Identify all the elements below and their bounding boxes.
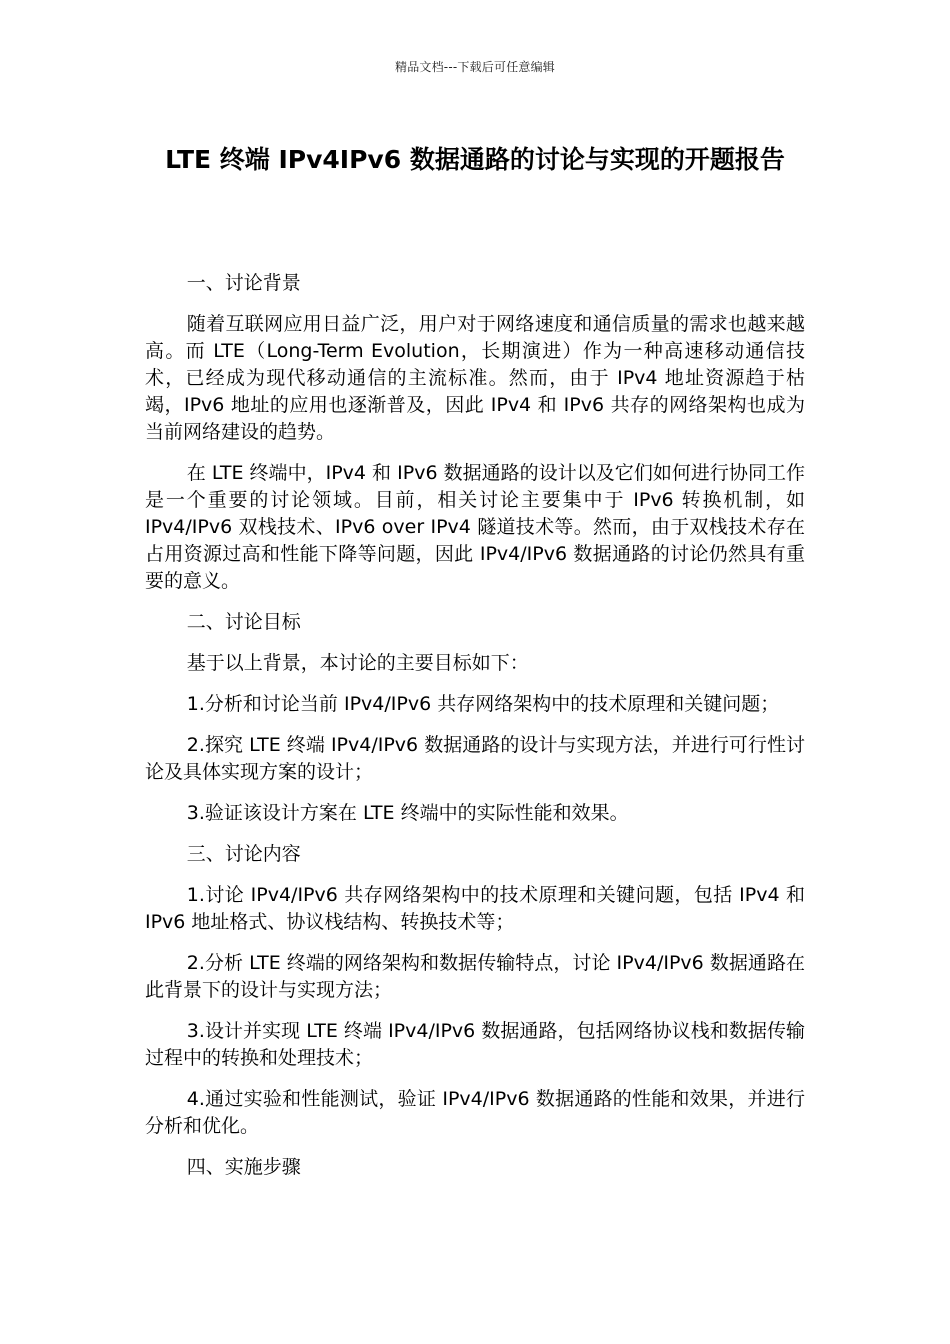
list-item: 3.验证该设计方案在 LTE 终端中的实际性能和效果。	[186, 802, 629, 824]
paragraph: 在 LTE 终端中，IPv4 和 IPv6 数据通路的设计以及它们如何进行协同工作是一个重要的讨论领域。目前，相关讨论主要集中于 IPv6 转换机制，如 IPv4/IPv6 双栈技术、IPv6 over IPv4 隧道技术等。然而，由于双栈技术存在占用资源过高和性能下降等问题，因此 IPv4/IPv6 数据通路的讨论仍然具有重要的意义。	[145, 462, 805, 592]
section-heading-goals: 二、讨论目标	[186, 611, 301, 633]
paragraph: 基于以上背景，本讨论的主要目标如下：	[186, 652, 529, 674]
section-heading-steps: 四、实施步骤	[186, 1156, 301, 1178]
list-item: 1.分析和讨论当前 IPv4/IPv6 共存网络架构中的技术原理和关键问题；	[186, 693, 780, 715]
header-note: 精品文档---下载后可任意编辑	[395, 60, 555, 74]
list-item: 1.讨论 IPv4/IPv6 共存网络架构中的技术原理和关键问题，包括 IPv4 和 IPv6 地址格式、协议栈结构、转换技术等；	[145, 884, 805, 933]
paragraph: 随着互联网应用日益广泛，用户对于网络速度和通信质量的需求也越来越高。而 LTE（Long-Term Evolution，长期演进）作为一种高速移动通信技术，已经成为现代移动通信的主流标准。然而，由于 IPv4 地址资源趋于枯竭，IPv6 地址的应用也逐渐普及，因此 IPv4 和 IPv6 共存的网络架构也成为当前网络建设的趋势。	[145, 313, 805, 443]
document-body	[145, 270, 805, 1195]
document-title: LTE 终端 IPv4IPv6 数据通路的讨论与实现的开题报告	[165, 145, 785, 174]
list-item: 3.设计并实现 LTE 终端 IPv4/IPv6 数据通路，包括网络协议栈和数据传输过程中的转换和处理技术；	[145, 1020, 805, 1069]
section-heading-background: 一、讨论背景	[186, 272, 301, 294]
list-item: 2.分析 LTE 终端的网络架构和数据传输特点，讨论 IPv4/IPv6 数据通路在此背景下的设计与实现方法；	[145, 952, 805, 1001]
section-heading-content: 三、讨论内容	[186, 843, 301, 865]
list-item: 4.通过实验和性能测试，验证 IPv4/IPv6 数据通路的性能和效果，并进行分析和优化。	[145, 1088, 805, 1137]
list-item: 2.探究 LTE 终端 IPv4/IPv6 数据通路的设计与实现方法，并进行可行性讨论及具体实现方案的设计；	[145, 734, 805, 783]
